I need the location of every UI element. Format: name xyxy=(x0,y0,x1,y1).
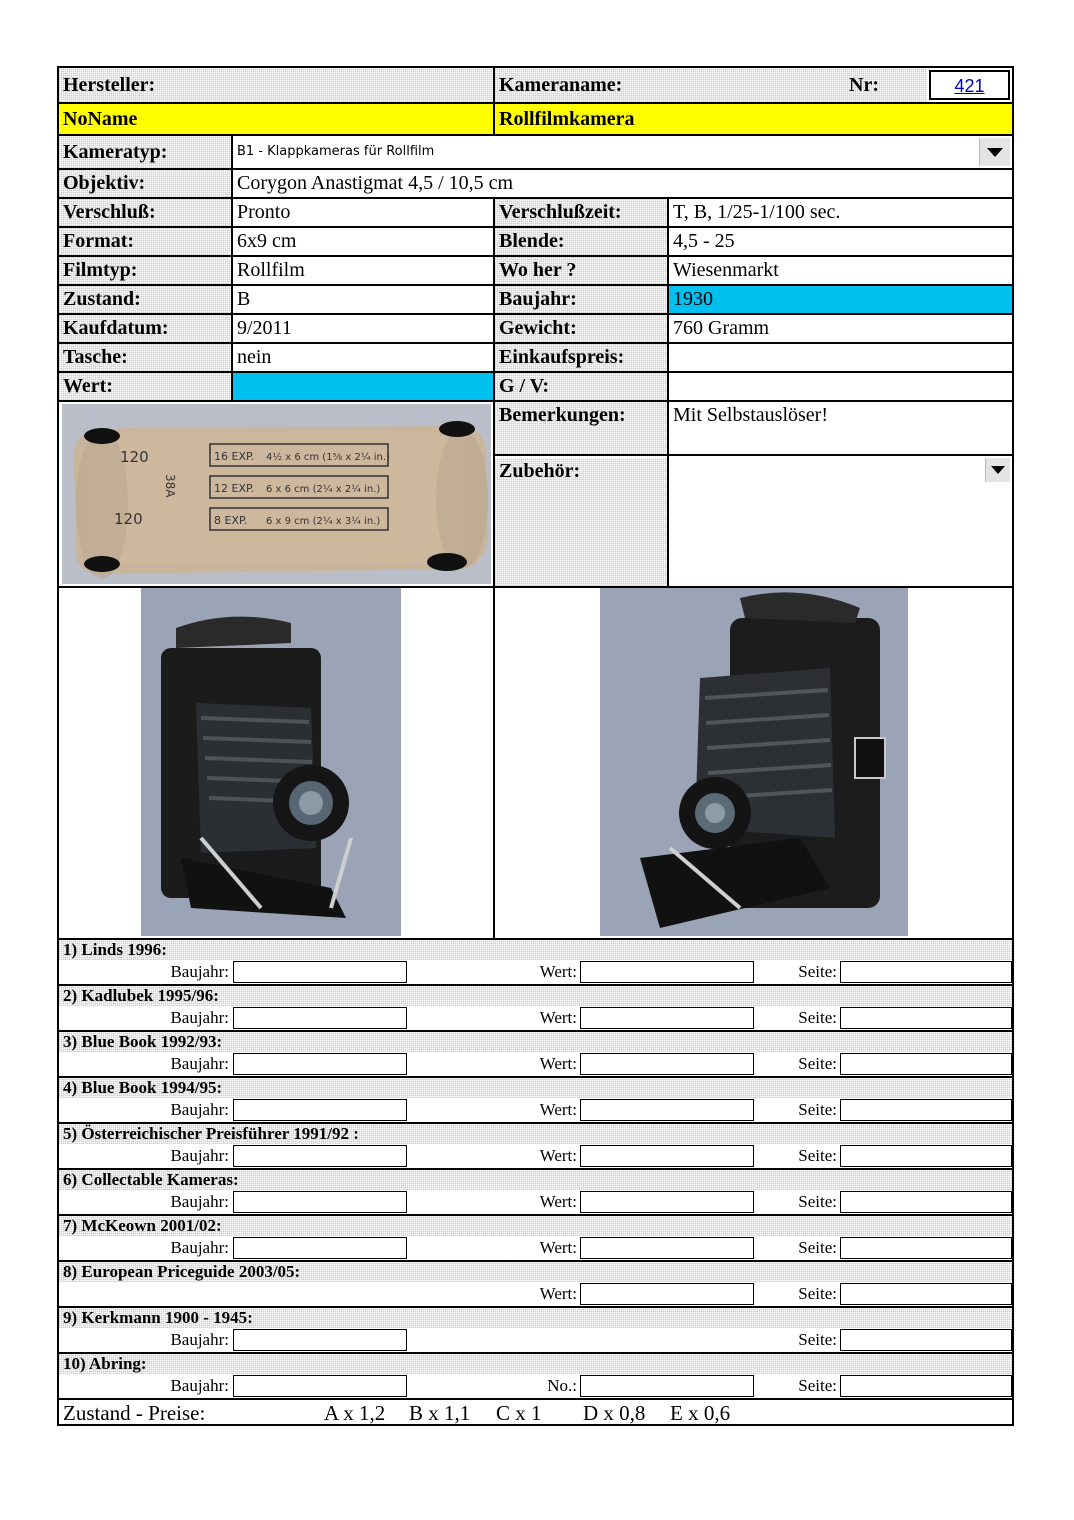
reference-field-input[interactable] xyxy=(233,1145,407,1167)
zubehoer-dropdown-button[interactable] xyxy=(985,458,1010,482)
camera-photo-front xyxy=(141,588,401,936)
film-row-1-exp: 16 EXP. xyxy=(214,450,255,463)
reference-field-label: Seite: xyxy=(798,962,837,981)
reference-field-label: Wert: xyxy=(539,1054,577,1073)
reference-field-input[interactable] xyxy=(233,1329,407,1351)
field-label: Zustand: xyxy=(59,286,231,313)
reference-row xyxy=(59,1098,1012,1122)
kameratyp-select[interactable] xyxy=(233,136,1012,168)
reference-field-label: Wert: xyxy=(539,1008,577,1027)
reference-field-label: Seite: xyxy=(798,1008,837,1027)
field-label: Format: xyxy=(59,228,231,255)
field-label: Wert: xyxy=(59,373,231,400)
reference-field-label: Wert: xyxy=(539,1192,577,1211)
zubehoer-value xyxy=(669,460,673,482)
nr-value-link[interactable] xyxy=(929,70,1010,100)
reference-title: 4) Blue Book 1994/95: xyxy=(59,1078,1012,1098)
reference-field-input[interactable] xyxy=(840,961,1012,983)
zustand-preise-label: Zustand - Preise: xyxy=(63,1401,206,1425)
film-row-2-size: 6 x 6 cm (2¼ x 2¼ in.) xyxy=(266,484,381,495)
field-value-right[interactable] xyxy=(669,344,1012,371)
reference-title: 10) Abring: xyxy=(59,1354,1012,1374)
film-row-1-size: 4½ x 6 cm (1⅝ x 2¼ in.) xyxy=(266,452,390,463)
nr-label: Nr: xyxy=(845,68,927,102)
field-label: Kaufdatum: xyxy=(59,315,231,342)
reference-field-label: Baujahr: xyxy=(170,1054,229,1073)
field-label-right: G / V: xyxy=(495,373,667,400)
reference-field-input[interactable] xyxy=(840,1099,1012,1121)
reference-title: 2) Kadlubek 1995/96: xyxy=(59,986,1012,1006)
film-row-3-exp: 8 EXP. xyxy=(214,514,248,527)
reference-field-input[interactable] xyxy=(233,1237,407,1259)
reference-row xyxy=(59,1006,1012,1030)
reference-title: 8) European Priceguide 2003/05: xyxy=(59,1262,1012,1282)
film-row-3-size: 6 x 9 cm (2¼ x 3¼ in.) xyxy=(266,516,381,527)
reference-row xyxy=(59,1236,1012,1260)
reference-field-label: Baujahr: xyxy=(170,962,229,981)
reference-title: 3) Blue Book 1992/93: xyxy=(59,1032,1012,1052)
reference-field-input[interactable] xyxy=(840,1191,1012,1213)
preis-faktor-a: A x 1,2 xyxy=(324,1401,386,1425)
spool-label-bottom: 120 xyxy=(114,510,143,528)
preis-faktor-e: E x 0,6 xyxy=(670,1401,731,1425)
reference-row xyxy=(59,1052,1012,1076)
reference-title: 7) McKeown 2001/02: xyxy=(59,1216,1012,1236)
film-roll-illustration xyxy=(62,404,491,584)
reference-row xyxy=(59,1374,1012,1398)
reference-field-input[interactable] xyxy=(580,1283,754,1305)
reference-field-label: Wert: xyxy=(539,1100,577,1119)
field-label-right: Einkaufspreis: xyxy=(495,344,667,371)
reference-field-input[interactable] xyxy=(233,1191,407,1213)
reference-row xyxy=(59,1144,1012,1168)
objektiv-value[interactable]: Corygon Anastigmat 4,5 / 10,5 cm xyxy=(237,172,514,194)
reference-field-input[interactable] xyxy=(580,1375,754,1397)
film-side-label: 38A xyxy=(163,474,177,498)
film-box-photo xyxy=(62,404,491,584)
zustand-preise-row xyxy=(59,1400,1012,1426)
reference-row xyxy=(59,1282,1012,1306)
field-label: Tasche: xyxy=(59,344,231,371)
reference-field-input[interactable] xyxy=(580,961,754,983)
preis-faktor-b: B x 1,1 xyxy=(409,1401,471,1425)
field-label: Filmtyp: xyxy=(59,257,231,284)
reference-row xyxy=(59,1190,1012,1214)
reference-field-label: Seite: xyxy=(798,1192,837,1211)
reference-field-input[interactable] xyxy=(580,1237,754,1259)
bemerkungen-value[interactable]: Mit Selbstauslöser! xyxy=(673,404,828,426)
field-value[interactable]: 6x9 cm xyxy=(237,230,297,252)
field-label-right: Verschlußzeit: xyxy=(495,199,667,226)
zubehoer-label: Zubehör: xyxy=(495,458,667,586)
objektiv-label: Objektiv: xyxy=(59,170,231,197)
camera-record-sheet xyxy=(57,66,1014,1426)
field-value-right[interactable]: 760 Gramm xyxy=(673,317,770,339)
reference-field-label: Seite: xyxy=(798,1238,837,1257)
reference-field-input[interactable] xyxy=(580,1191,754,1213)
reference-field-input[interactable] xyxy=(233,1053,407,1075)
reference-title: 9) Kerkmann 1900 - 1945: xyxy=(59,1308,1012,1328)
preis-faktor-c: C x 1 xyxy=(496,1401,542,1425)
reference-row xyxy=(59,1328,1012,1352)
chevron-down-icon xyxy=(991,466,1005,474)
hersteller-value[interactable]: NoName xyxy=(59,104,493,134)
reference-field-input[interactable] xyxy=(233,961,407,983)
reference-field-input[interactable] xyxy=(580,1099,754,1121)
field-value[interactable]: Rollfilm xyxy=(237,259,305,281)
bemerkungen-label: Bemerkungen: xyxy=(495,402,667,454)
reference-field-label: Seite: xyxy=(798,1054,837,1073)
kameratyp-dropdown-button[interactable] xyxy=(979,138,1010,166)
field-value[interactable] xyxy=(233,373,493,400)
hersteller-label: Hersteller: xyxy=(59,68,493,102)
reference-field-input[interactable] xyxy=(840,1283,1012,1305)
field-value[interactable]: Pronto xyxy=(237,201,291,223)
reference-field-label: Seite: xyxy=(798,1376,837,1395)
reference-field-label: Wert: xyxy=(539,1284,577,1303)
reference-field-label: Wert: xyxy=(539,1146,577,1165)
kameraname-label: Kameraname: xyxy=(495,68,845,102)
reference-field-label: Baujahr: xyxy=(170,1330,229,1349)
reference-field-label: Baujahr: xyxy=(170,1146,229,1165)
kameratyp-value: B1 - Klappkameras für Rollfilm xyxy=(237,144,435,159)
field-label-right: Wo her ? xyxy=(495,257,667,284)
reference-field-input[interactable] xyxy=(580,1145,754,1167)
film-row-2-exp: 12 EXP. xyxy=(214,482,255,495)
field-label-right: Blende: xyxy=(495,228,667,255)
chevron-down-icon xyxy=(987,148,1003,157)
zubehoer-select[interactable] xyxy=(669,458,1012,586)
reference-field-input[interactable] xyxy=(233,1099,407,1121)
reference-field-input[interactable] xyxy=(840,1375,1012,1397)
field-value-right[interactable] xyxy=(669,373,1012,400)
reference-field-input[interactable] xyxy=(233,1375,407,1397)
field-label-right: Gewicht: xyxy=(495,315,667,342)
kameraname-value[interactable]: Rollfilmkamera xyxy=(495,104,1012,134)
reference-field-input[interactable] xyxy=(840,1053,1012,1075)
reference-title: 6) Collectable Kameras: xyxy=(59,1170,1012,1190)
nr-value[interactable]: 421 xyxy=(954,76,985,96)
field-value[interactable]: nein xyxy=(237,346,272,368)
reference-row xyxy=(59,960,1012,984)
reference-field-label: Seite: xyxy=(798,1100,837,1119)
camera-photo-side xyxy=(600,588,908,936)
reference-field-label: Baujahr: xyxy=(170,1376,229,1395)
field-value[interactable]: B xyxy=(237,288,251,310)
reference-title: 5) Österreichischer Preisführer 1991/92 : xyxy=(59,1124,1012,1144)
preis-faktor-d: D x 0,8 xyxy=(583,1401,646,1425)
reference-field-label: Seite: xyxy=(798,1330,837,1349)
field-value-right[interactable]: 1930 xyxy=(669,286,1012,313)
field-label-right: Baujahr: xyxy=(495,286,667,313)
field-label: Verschluß: xyxy=(59,199,231,226)
reference-field-input[interactable] xyxy=(580,1007,754,1029)
reference-field-label: Baujahr: xyxy=(170,1100,229,1119)
reference-field-input[interactable] xyxy=(233,1007,407,1029)
reference-field-input[interactable] xyxy=(580,1053,754,1075)
reference-field-input[interactable] xyxy=(840,1329,1012,1351)
field-value-right[interactable]: 4,5 - 25 xyxy=(673,230,735,252)
reference-field-input[interactable] xyxy=(840,1237,1012,1259)
spool-label-top: 120 xyxy=(120,448,149,466)
reference-field-label: Seite: xyxy=(798,1146,837,1165)
reference-field-label: Baujahr: xyxy=(170,1008,229,1027)
reference-field-input[interactable] xyxy=(840,1007,1012,1029)
reference-field-label: Baujahr: xyxy=(170,1192,229,1211)
reference-field-label: Baujahr: xyxy=(170,1238,229,1257)
reference-title: 1) Linds 1996: xyxy=(59,940,1012,960)
field-value[interactable]: 9/2011 xyxy=(237,317,292,339)
field-value-right[interactable]: Wiesenmarkt xyxy=(673,259,779,281)
reference-field-label: No.: xyxy=(547,1376,577,1395)
reference-field-input[interactable] xyxy=(840,1145,1012,1167)
reference-field-label: Wert: xyxy=(539,962,577,981)
kameratyp-label: Kameratyp: xyxy=(59,136,231,168)
field-value-right[interactable]: T, B, 1/25-1/100 sec. xyxy=(673,201,841,223)
reference-field-label: Wert: xyxy=(539,1238,577,1257)
reference-field-label: Seite: xyxy=(798,1284,837,1303)
